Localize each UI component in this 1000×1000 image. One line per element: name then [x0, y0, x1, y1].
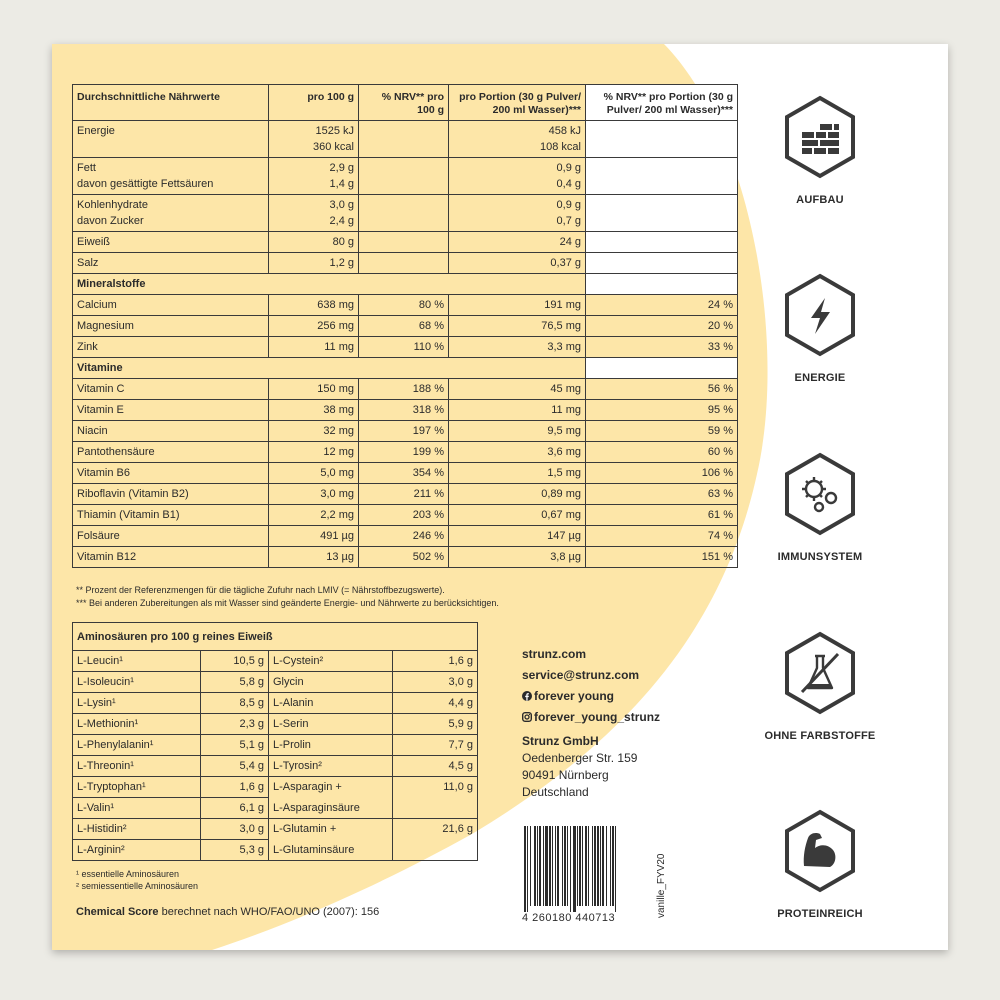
- amino-value: 7,7 g: [393, 735, 478, 756]
- nutrient-name: [73, 232, 269, 253]
- table-row: [73, 777, 478, 798]
- amino-name: L-Alanin: [269, 693, 393, 714]
- city: 90491 Nürnberg: [522, 768, 609, 782]
- amino-name: L-Cystein²: [269, 651, 393, 672]
- cell-line: 1,4 g: [329, 178, 354, 190]
- nutrient-per-portion: [449, 195, 586, 232]
- nutrient-nrv-100g: [359, 232, 449, 253]
- table-row: [73, 232, 738, 253]
- nutrient-nrv-100g: 203 %: [359, 505, 449, 526]
- barcode-bar: [555, 826, 556, 906]
- amino-value: 11,0 g: [393, 777, 478, 819]
- barcode-bar: [549, 826, 551, 906]
- cell-line: 360 kcal: [313, 141, 354, 153]
- table-row: [73, 693, 478, 714]
- table-row: [73, 442, 738, 463]
- nutrition-table: [72, 84, 738, 568]
- cell-line: 458 kJ: [548, 125, 581, 137]
- nutrient-nrv-portion: 61 %: [586, 505, 738, 526]
- badge-immunsystem: [750, 451, 890, 563]
- nutrient-per-portion: 1,5 mg: [449, 463, 586, 484]
- nutrient-per-100g: [269, 253, 359, 274]
- barcode-bar: [534, 826, 536, 906]
- nutrient-name: Thiamin (Vitamin B1): [73, 505, 269, 526]
- nutrient-per-portion: 3,8 µg: [449, 547, 586, 568]
- nutrient-per-100g: 2,2 mg: [269, 505, 359, 526]
- nutrient-nrv-100g: 502 %: [359, 547, 449, 568]
- bricks-icon: [782, 94, 858, 180]
- header-nutrients: Durchschnittliche Nährwerte: [73, 85, 269, 121]
- street: Oedenberger Str. 159: [522, 751, 638, 765]
- amino-name: L-Glutaminsäure: [269, 840, 393, 861]
- table-row: [73, 672, 478, 693]
- nutrient-per-100g: 38 mg: [269, 400, 359, 421]
- barcode-bar: [543, 826, 544, 906]
- barcode-bar: [545, 826, 548, 906]
- barcode-bar: [594, 826, 596, 906]
- nutrient-nrv-portion: [586, 253, 738, 274]
- footnote-essential: ¹ essentielle Aminosäuren: [76, 869, 180, 879]
- nutrient-per-100g: 13 µg: [269, 547, 359, 568]
- cell-line: 0,9 g: [556, 162, 581, 174]
- barcode-bar: [530, 826, 531, 906]
- barcode-bar: [527, 826, 528, 912]
- nutrient-nrv-100g: 354 %: [359, 463, 449, 484]
- table-row: [73, 337, 738, 358]
- amino-value: 21,6 g: [393, 819, 478, 861]
- table-row: [73, 379, 738, 400]
- amino-name: L-Tryptophan¹: [73, 777, 201, 798]
- cell-line: 0,9 g: [556, 199, 581, 211]
- nutrient-nrv-portion: 33 %: [586, 337, 738, 358]
- nutrient-per-portion: [449, 158, 586, 195]
- table-row: [73, 463, 738, 484]
- nutrient-per-portion: 147 µg: [449, 526, 586, 547]
- nutrient-per-100g: 638 mg: [269, 295, 359, 316]
- cell-line: Eiweiß: [77, 236, 111, 248]
- barcode-bar: [564, 826, 566, 906]
- badge-label: AUFBAU: [796, 194, 844, 206]
- amino-value: 5,8 g: [201, 672, 269, 693]
- amino-value: 2,3 g: [201, 714, 269, 735]
- header-per-portion: pro Portion (30 g Pulver/ 200 ml Wasser)***: [449, 85, 586, 121]
- company-name: Strunz GmbH: [522, 734, 599, 748]
- barcode-bar: [585, 826, 587, 906]
- nutrient-per-100g: 491 µg: [269, 526, 359, 547]
- nutrient-nrv-portion: 106 %: [586, 463, 738, 484]
- amino-value: 5,1 g: [201, 735, 269, 756]
- cell-line: 3,0 g: [329, 199, 354, 211]
- barcode-bar: [552, 826, 553, 906]
- footnote-semiessential: ² semiessentielle Aminosäuren: [76, 881, 199, 891]
- amino-value: 1,6 g: [201, 777, 269, 798]
- amino-name: L-Glutamin +: [269, 819, 393, 840]
- table-row: [73, 756, 478, 777]
- nutrient-per-portion: 0,89 mg: [449, 484, 586, 505]
- lightning-icon: [782, 272, 858, 358]
- barcode-bar: [579, 826, 581, 906]
- nutrient-name: Vitamin B12: [73, 547, 269, 568]
- nutrient-nrv-100g: 80 %: [359, 295, 449, 316]
- instagram-link[interactable]: [522, 707, 660, 728]
- facebook-link[interactable]: [522, 686, 660, 707]
- nutrient-nrv-100g: 246 %: [359, 526, 449, 547]
- cell-line: 1525 kJ: [315, 125, 354, 137]
- barcode-bar: [588, 826, 589, 906]
- cells-icon: [782, 451, 858, 537]
- amino-title: Aminosäuren pro 100 g reines Eiweiß: [73, 623, 478, 651]
- header-nrv-100g: % NRV** pro 100 g: [359, 85, 449, 121]
- nutrient-name: Zink: [73, 337, 269, 358]
- nutrient-name: Calcium: [73, 295, 269, 316]
- footnote-preparation: *** Bei anderen Zubereitungen als mit Wasser sind geänderte Energie- und Nährwerte zu berücksichtigen.: [76, 598, 499, 608]
- nutrient-per-portion: 11 mg: [449, 400, 586, 421]
- nutrient-nrv-portion: 95 %: [586, 400, 738, 421]
- amino-value: 5,9 g: [393, 714, 478, 735]
- cell-line: davon Zucker: [77, 215, 144, 227]
- nutrient-per-portion: 191 mg: [449, 295, 586, 316]
- nutrient-name: Niacin: [73, 421, 269, 442]
- badge-label: PROTEINREICH: [777, 908, 863, 920]
- nutrient-name: Pantothensäure: [73, 442, 269, 463]
- nutrient-name: Vitamin C: [73, 379, 269, 400]
- nutrient-nrv-100g: 188 %: [359, 379, 449, 400]
- nutrient-nrv-100g: 318 %: [359, 400, 449, 421]
- barcode-bar: [570, 826, 571, 912]
- nutrient-nrv-100g: [359, 253, 449, 274]
- website-link[interactable]: strunz.com: [522, 647, 587, 661]
- nutrient-name: [73, 158, 269, 195]
- nutrient-nrv-100g: 199 %: [359, 442, 449, 463]
- nutrient-per-portion: [449, 232, 586, 253]
- badge-ohne-farbstoffe: [750, 630, 890, 742]
- barcode-bar: [524, 826, 526, 912]
- amino-value: 4,5 g: [393, 756, 478, 777]
- nutrition-header-row: [73, 85, 738, 121]
- amino-value: 6,1 g: [201, 798, 269, 819]
- cell-line: Fett: [77, 162, 96, 174]
- nutrient-nrv-100g: 68 %: [359, 316, 449, 337]
- cell-line: 0,4 g: [556, 178, 581, 190]
- facebook-icon: [522, 691, 532, 701]
- barcode-bar: [582, 826, 583, 906]
- barcode-bar: [537, 826, 538, 906]
- cell-line: 1,2 g: [329, 257, 354, 269]
- nutrient-per-portion: 3,3 mg: [449, 337, 586, 358]
- badge-label: ENERGIE: [794, 372, 846, 384]
- nutrient-per-portion: [449, 253, 586, 274]
- cell-line: 24 g: [559, 236, 581, 248]
- amino-footnotes: [76, 868, 198, 892]
- nutrient-per-100g: 12 mg: [269, 442, 359, 463]
- table-row: [73, 714, 478, 735]
- nutrient-per-portion: 9,5 mg: [449, 421, 586, 442]
- amino-name: L-Leucin¹: [73, 651, 201, 672]
- barcode-bar: [612, 826, 614, 906]
- nutrient-nrv-portion: 60 %: [586, 442, 738, 463]
- amino-name: L-Lysin¹: [73, 693, 201, 714]
- amino-acid-table: [72, 622, 478, 861]
- nutrient-nrv-portion: [586, 158, 738, 195]
- nutrient-nrv-portion: 20 %: [586, 316, 738, 337]
- table-row: [73, 295, 738, 316]
- muscle-icon: [782, 808, 858, 894]
- badge-label: OHNE FARBSTOFFE: [764, 730, 876, 742]
- amino-name: Glycin: [269, 672, 393, 693]
- nutrient-nrv-portion: 56 %: [586, 379, 738, 400]
- address-block: [522, 733, 637, 801]
- nutrient-name: Vitamin B6: [73, 463, 269, 484]
- amino-name: L-Isoleucin¹: [73, 672, 201, 693]
- no-dye-icon: [782, 630, 858, 716]
- barcode-bar: [567, 826, 568, 906]
- barcode-bar: [600, 826, 601, 906]
- footnote-nrv: ** Prozent der Referenzmengen für die tägliche Zufuhr nach LMIV (= Nährstoffbezugswerte).: [76, 585, 445, 595]
- cell-line: davon gesättigte Fettsäuren: [77, 178, 214, 190]
- barcode-bar: [597, 826, 599, 906]
- amino-name: L-Phenylalanin¹: [73, 735, 201, 756]
- table-row: [73, 253, 738, 274]
- table-row: [73, 484, 738, 505]
- nutrient-nrv-100g: 211 %: [359, 484, 449, 505]
- table-row: [73, 400, 738, 421]
- amino-value: 3,0 g: [393, 672, 478, 693]
- table-row: [73, 819, 478, 840]
- contact-block: [522, 644, 660, 728]
- barcode-bar: [602, 826, 604, 906]
- barcode-bar: [610, 826, 611, 906]
- amino-name: L-Tyrosin²: [269, 756, 393, 777]
- amino-value: 4,4 g: [393, 693, 478, 714]
- cell-line: Salz: [77, 257, 99, 269]
- nutrient-per-100g: 256 mg: [269, 316, 359, 337]
- barcode-bar: [539, 826, 541, 906]
- nutrient-per-100g: 11 mg: [269, 337, 359, 358]
- nutrient-per-100g: 3,0 mg: [269, 484, 359, 505]
- amino-header-row: [73, 623, 478, 651]
- badge-label: IMMUNSYSTEM: [777, 551, 863, 563]
- product-code: vanille_FYV20: [656, 853, 667, 918]
- table-row: [73, 735, 478, 756]
- header-nrv-portion: % NRV** pro Portion (30 g Pulver/ 200 ml Wasser)***: [586, 85, 738, 121]
- barcode-bar: [573, 826, 576, 912]
- nutrient-name: [73, 121, 269, 158]
- barcode-bar: [615, 826, 616, 912]
- instagram-handle: forever_young_strunz: [534, 710, 661, 724]
- amino-name: L-Arginin²: [73, 840, 201, 861]
- amino-name: L-Valin¹: [73, 798, 201, 819]
- cell-line: 2,4 g: [329, 215, 354, 227]
- badge-proteinreich: [750, 808, 890, 920]
- cell-line: Energie: [77, 125, 115, 137]
- header-per-100g: pro 100 g: [269, 85, 359, 121]
- amino-name: L-Asparagin +: [269, 777, 393, 798]
- nutrient-per-100g: 5,0 mg: [269, 463, 359, 484]
- table-row: [73, 505, 738, 526]
- amino-name: L-Asparaginsäure: [269, 798, 393, 819]
- cell-line: 0,7 g: [556, 215, 581, 227]
- barcode-bar: [557, 826, 559, 906]
- badge-aufbau: [750, 94, 890, 206]
- table-row: [73, 421, 738, 442]
- nutrient-nrv-portion: [586, 121, 738, 158]
- nutrient-nrv-100g: [359, 195, 449, 232]
- barcode-number: 4 260180 440713: [522, 912, 616, 924]
- cell-line: 80 g: [332, 236, 354, 248]
- nutrient-per-100g: [269, 195, 359, 232]
- nutrient-nrv-portion: 63 %: [586, 484, 738, 505]
- amino-value: 5,3 g: [201, 840, 269, 861]
- nutrient-nrv-portion: [586, 195, 738, 232]
- nutrient-name: [73, 195, 269, 232]
- cell-line: Kohlenhydrate: [77, 199, 148, 211]
- amino-name: L-Threonin¹: [73, 756, 201, 777]
- minerals-section-row: [73, 274, 738, 295]
- nutrient-per-100g: [269, 232, 359, 253]
- nutrient-nrv-portion: 151 %: [586, 547, 738, 568]
- amino-value: 8,5 g: [201, 693, 269, 714]
- nutrient-nrv-100g: [359, 121, 449, 158]
- cell-line: 0,37 g: [550, 257, 581, 269]
- nutrient-nrv-100g: 197 %: [359, 421, 449, 442]
- nutrient-name: Riboflavin (Vitamin B2): [73, 484, 269, 505]
- table-row: [73, 526, 738, 547]
- barcode-bar: [592, 826, 593, 906]
- nutrient-per-portion: 0,67 mg: [449, 505, 586, 526]
- barcode-bar: [562, 826, 563, 906]
- nutrient-name: Vitamin E: [73, 400, 269, 421]
- vitamins-title: Vitamine: [73, 358, 586, 379]
- nutrient-per-100g: 150 mg: [269, 379, 359, 400]
- minerals-title: Mineralstoffe: [73, 274, 586, 295]
- nutrient-nrv-portion: 74 %: [586, 526, 738, 547]
- amino-name: L-Methionin¹: [73, 714, 201, 735]
- nutrient-per-portion: [449, 121, 586, 158]
- nutrient-name: Magnesium: [73, 316, 269, 337]
- nutrient-per-portion: 3,6 mg: [449, 442, 586, 463]
- country: Deutschland: [522, 785, 589, 799]
- nutrient-nrv-100g: 110 %: [359, 337, 449, 358]
- amino-value: 1,6 g: [393, 651, 478, 672]
- nutrient-nrv-portion: 59 %: [586, 421, 738, 442]
- vitamins-section-row: [73, 358, 738, 379]
- chemical-score-label: Chemical Score: [76, 906, 159, 918]
- badge-energie: [750, 272, 890, 384]
- barcode-bar: [606, 826, 607, 906]
- table-row: [73, 547, 738, 568]
- chemical-score-text: berechnet nach WHO/FAO/UNO (2007): 156: [161, 906, 380, 918]
- nutrient-per-100g: [269, 121, 359, 158]
- nutrient-nrv-portion: [586, 232, 738, 253]
- table-row: [73, 651, 478, 672]
- facebook-handle: forever young: [534, 689, 615, 703]
- amino-name: L-Prolin: [269, 735, 393, 756]
- table-row: [73, 316, 738, 337]
- amino-value: 5,4 g: [201, 756, 269, 777]
- nutrient-nrv-100g: [359, 158, 449, 195]
- instagram-icon: [522, 712, 532, 722]
- amino-name: L-Histidin²: [73, 819, 201, 840]
- cell-line: 2,9 g: [329, 162, 354, 174]
- nutrient-name: Folsäure: [73, 526, 269, 547]
- amino-value: 10,5 g: [201, 651, 269, 672]
- amino-name: L-Serin: [269, 714, 393, 735]
- cell-line: 108 kcal: [540, 141, 581, 153]
- nutrient-nrv-portion: 24 %: [586, 295, 738, 316]
- table-row: [73, 158, 738, 195]
- nutrient-name: [73, 253, 269, 274]
- table-row: [73, 121, 738, 158]
- barcode-bar: [577, 826, 578, 906]
- nutrient-per-portion: 76,5 mg: [449, 316, 586, 337]
- nutrient-per-100g: 32 mg: [269, 421, 359, 442]
- nutrient-per-portion: 45 mg: [449, 379, 586, 400]
- nutrient-per-100g: [269, 158, 359, 195]
- table-row: [73, 195, 738, 232]
- amino-value: 3,0 g: [201, 819, 269, 840]
- chemical-score: [76, 906, 379, 918]
- email-link[interactable]: service@strunz.com: [522, 668, 640, 682]
